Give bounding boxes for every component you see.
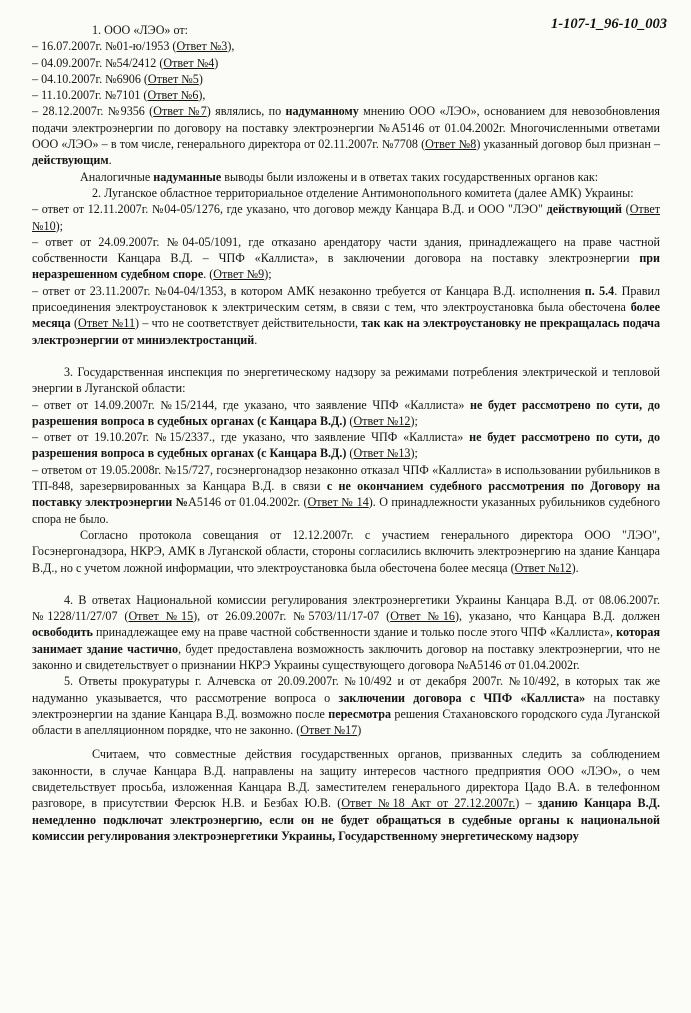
- answer-ref: Ответ №8: [425, 137, 477, 152]
- answer-ref: Ответ №3: [176, 39, 228, 54]
- list-item: – ответом от 19.05.2008г. №15/727, госэнергонадзор незаконно отказал ЧПФ «Каллиста» в использовании рубильников в ТП-848, зарезервированных за Канцара В.Д. в связи с не окончанием судебного рассмотрения по Договору на поставку электроэнергии №А5146 от 01.04.2002г. (Ответ № 14). О принадлежности указанных рубильников судебного спора не было.: [32, 462, 660, 526]
- paragraph: Согласно протокола совещания от 12.12.2007г. с участием генерального директора ООО "ЛЭО", Госэнергонадзора, НКРЭ, АМК в Луганской области, стороны согласились включить электроэнергию на здание Канцара В.Д., но с учетом ложной информации, что электроустановка была обесточена более месяца (Ответ №12).: [32, 527, 660, 575]
- list-item: – 11.10.2007г. №7101 (Ответ №6),: [32, 88, 206, 103]
- answer-ref: Ответ №4: [163, 55, 215, 70]
- answer-ref: Ответ №17: [300, 723, 358, 738]
- section-1-title: 1. ООО «ЛЭО» от:: [92, 23, 189, 37]
- paragraph: Аналогичные надуманные выводы были изложены и в ответах таких государственных органов как:: [80, 169, 599, 184]
- answer-ref: Ответ №5: [147, 71, 199, 86]
- answer-ref: Ответ №6: [147, 88, 199, 103]
- document-id: 1-107-1_96-10_003: [551, 16, 667, 32]
- document-body: [32, 22, 660, 844]
- paragraph: – 28.12.2007г. №9356 (Ответ №7) являлись, по надуманному мнению ООО «ЛЭО», основанием для невозобновления подачи электроэнергии по договору на поставку электроэнергии №А5146 от 01.04.2002г. Многочисленными ответами ООО «ЛЭО» – в том числе, генерального директора от 02.11.2007г. №7708 (Ответ №8) указанный договор был признан – действующим.: [32, 104, 660, 168]
- answer-ref: Ответ №12: [353, 413, 411, 428]
- answer-ref: Ответ №9: [213, 267, 265, 282]
- conclusion-paragraph: Считаем, что совместные действия государственных органов, призванных следить за соблюдением законности, в случае Канцара В.Д. направлены на защиту интересов частного предприятия ООО «ЛЭО», о чем свидетельствует просьба, изложенная Канцара В.Д. заместителем генерального директора Цадо В.А. в телефонном разговоре, в присутствии Ферсюк Н.В. и Безбах Ю.В. (Ответ №18 Акт от 27.12.2007г.) – зданию Канцара В.Д. немедленно подключат электроэнергию, если он не будет обращаться в судебные органы к национальной комиссии регулирования электроэнергетики Украины, Государственному энергетическому надзору: [32, 747, 660, 843]
- list-item: – 04.10.2007г. №6906 (Ответ №5): [32, 71, 203, 86]
- section-3-title: 3. Государственная инспекция по энергетическому надзору за режимами потребления электрической и тепловой энергии в Луганской области:: [32, 364, 660, 396]
- answer-ref: Ответ №7: [153, 104, 207, 119]
- answer-ref: Ответ №10: [32, 202, 660, 233]
- answer-ref: Ответ №18 Акт от 27.12.2007г.: [341, 796, 516, 811]
- list-item: – ответ от 14.09.2007г. №15/2144, где указано, что заявление ЧПФ «Каллиста» не будет рассмотрено по сути, до разрешения вопроса в судебных органах (с Канцара В.Д.) (Ответ №12);: [32, 397, 660, 428]
- list-item: – 16.07.2007г. №01-ю/1953 (Ответ №3),: [32, 39, 235, 54]
- section-2-title: 2. Луганское областное территориальное отделение Антимонопольного комитета (далее АМК) Украины:: [92, 185, 634, 200]
- list-item: – ответ от 24.09.2007г. №04-05/1091, где отказано арендатору части здания, принадлежащего на праве частной собственности Канцара В.Д. – ЧПФ «Каллиста», в заключении договора на поставку электроэнергии при неразрешенном судебном споре. (Ответ №9);: [32, 234, 660, 282]
- list-item: – ответ от 19.10.207г. №15/2337., где указано, что заявление ЧПФ «Каллиста» не будет рассмотрено по сути, до разрешения вопроса в судебных органах (с Канцара В.Д.) (Ответ №13);: [32, 430, 660, 461]
- answer-ref: Ответ №12: [514, 560, 572, 575]
- list-item: – 04.09.2007г. №54/2412 (Ответ №4): [32, 55, 219, 70]
- answer-ref: Ответ №16: [390, 609, 455, 624]
- answer-ref: Ответ №11: [78, 316, 136, 331]
- section-5: 5. Ответы прокуратуры г. Алчевска от 20.09.2007г. №10/492 и от декабря 2007г. №10/492, в которых так же надуманно указывается, что рассмотрение вопроса о заключении договора с ЧПФ «Каллиста» на поставку электроэнергии на здание Канцара В.Д. возможно после пересмотра решения Стахановского городского суда Луганской области в апелляционном порядке, что не законно. (Ответ №17): [32, 674, 660, 738]
- answer-ref: Ответ №15: [128, 609, 194, 624]
- section-4: 4. В ответах Национальной комиссии регулирования электроэнергетики Украины Канцара В.Д. от 08.06.2007г. №1228/11/27/07 (Ответ №15), от 26.09.2007г. №5703/11/17-07 (Ответ №16), указано, что Канцара В.Д. должен освободить принадлежащее ему на праве частной собственности здание и только после этого ЧПФ «Каллиста», которая занимает здание частично, будет предоставлена возможность заключить договор на поставку электроэнергии, что не законно и свидетельствует о признании НКРЭ Украины существующего договора №А5146 от 01.04.2002г.: [32, 592, 660, 672]
- answer-ref: Ответ № 14: [307, 495, 369, 510]
- list-item: – ответ от 12.11.2007г. №04-05/1276, где указано, что договор между Канцара В.Д. и ООО "ЛЭО" действующий (Ответ №10);: [32, 202, 660, 233]
- answer-ref: Ответ №13: [353, 446, 411, 461]
- list-item: – ответ от 23.11.2007г. №04-04/1353, в котором АМК незаконно требуется от Канцара В.Д. исполнения п. 5.4. Правил присоединения электроустановок к электрическим сетям, в связи с тем, что электроустановка была обесточена более месяца (Ответ №11) – что не соответствует действительности, так как на электроустановку не прекращалась подача электроэнергии от миниэлектростанций.: [32, 283, 660, 347]
